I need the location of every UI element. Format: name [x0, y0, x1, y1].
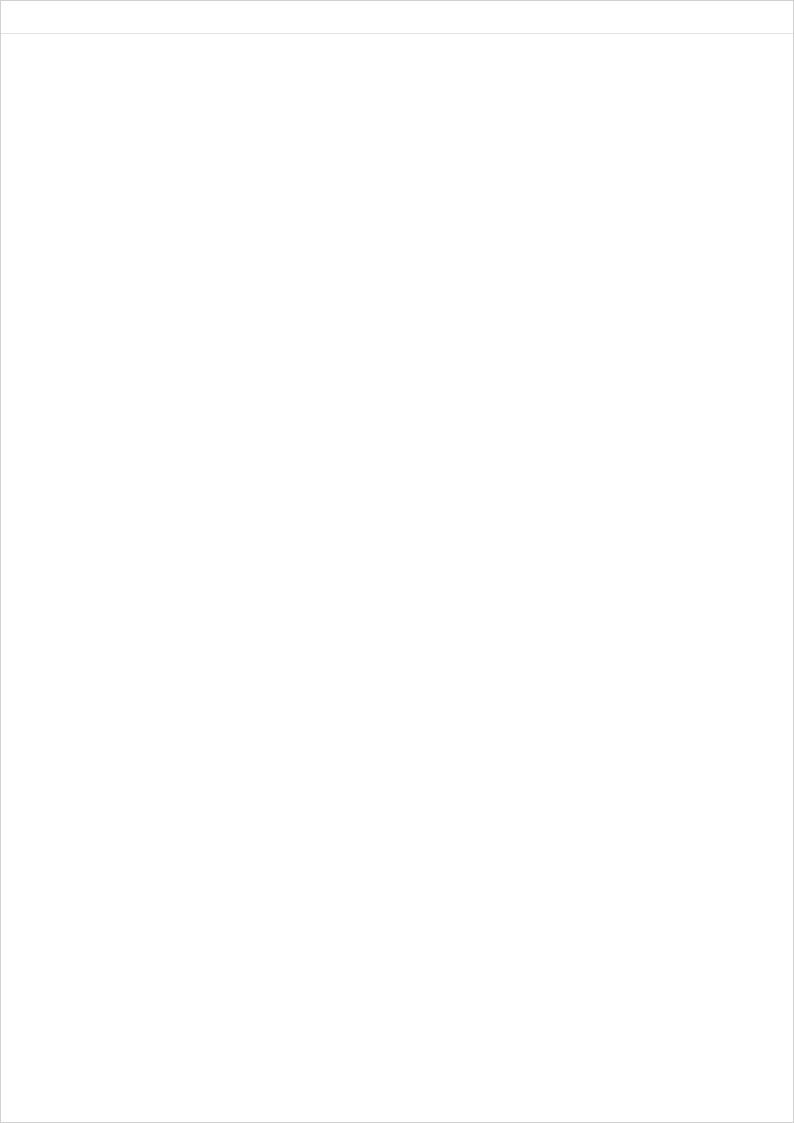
page-body: [1, 34, 793, 1122]
page-title: [1, 1, 793, 34]
